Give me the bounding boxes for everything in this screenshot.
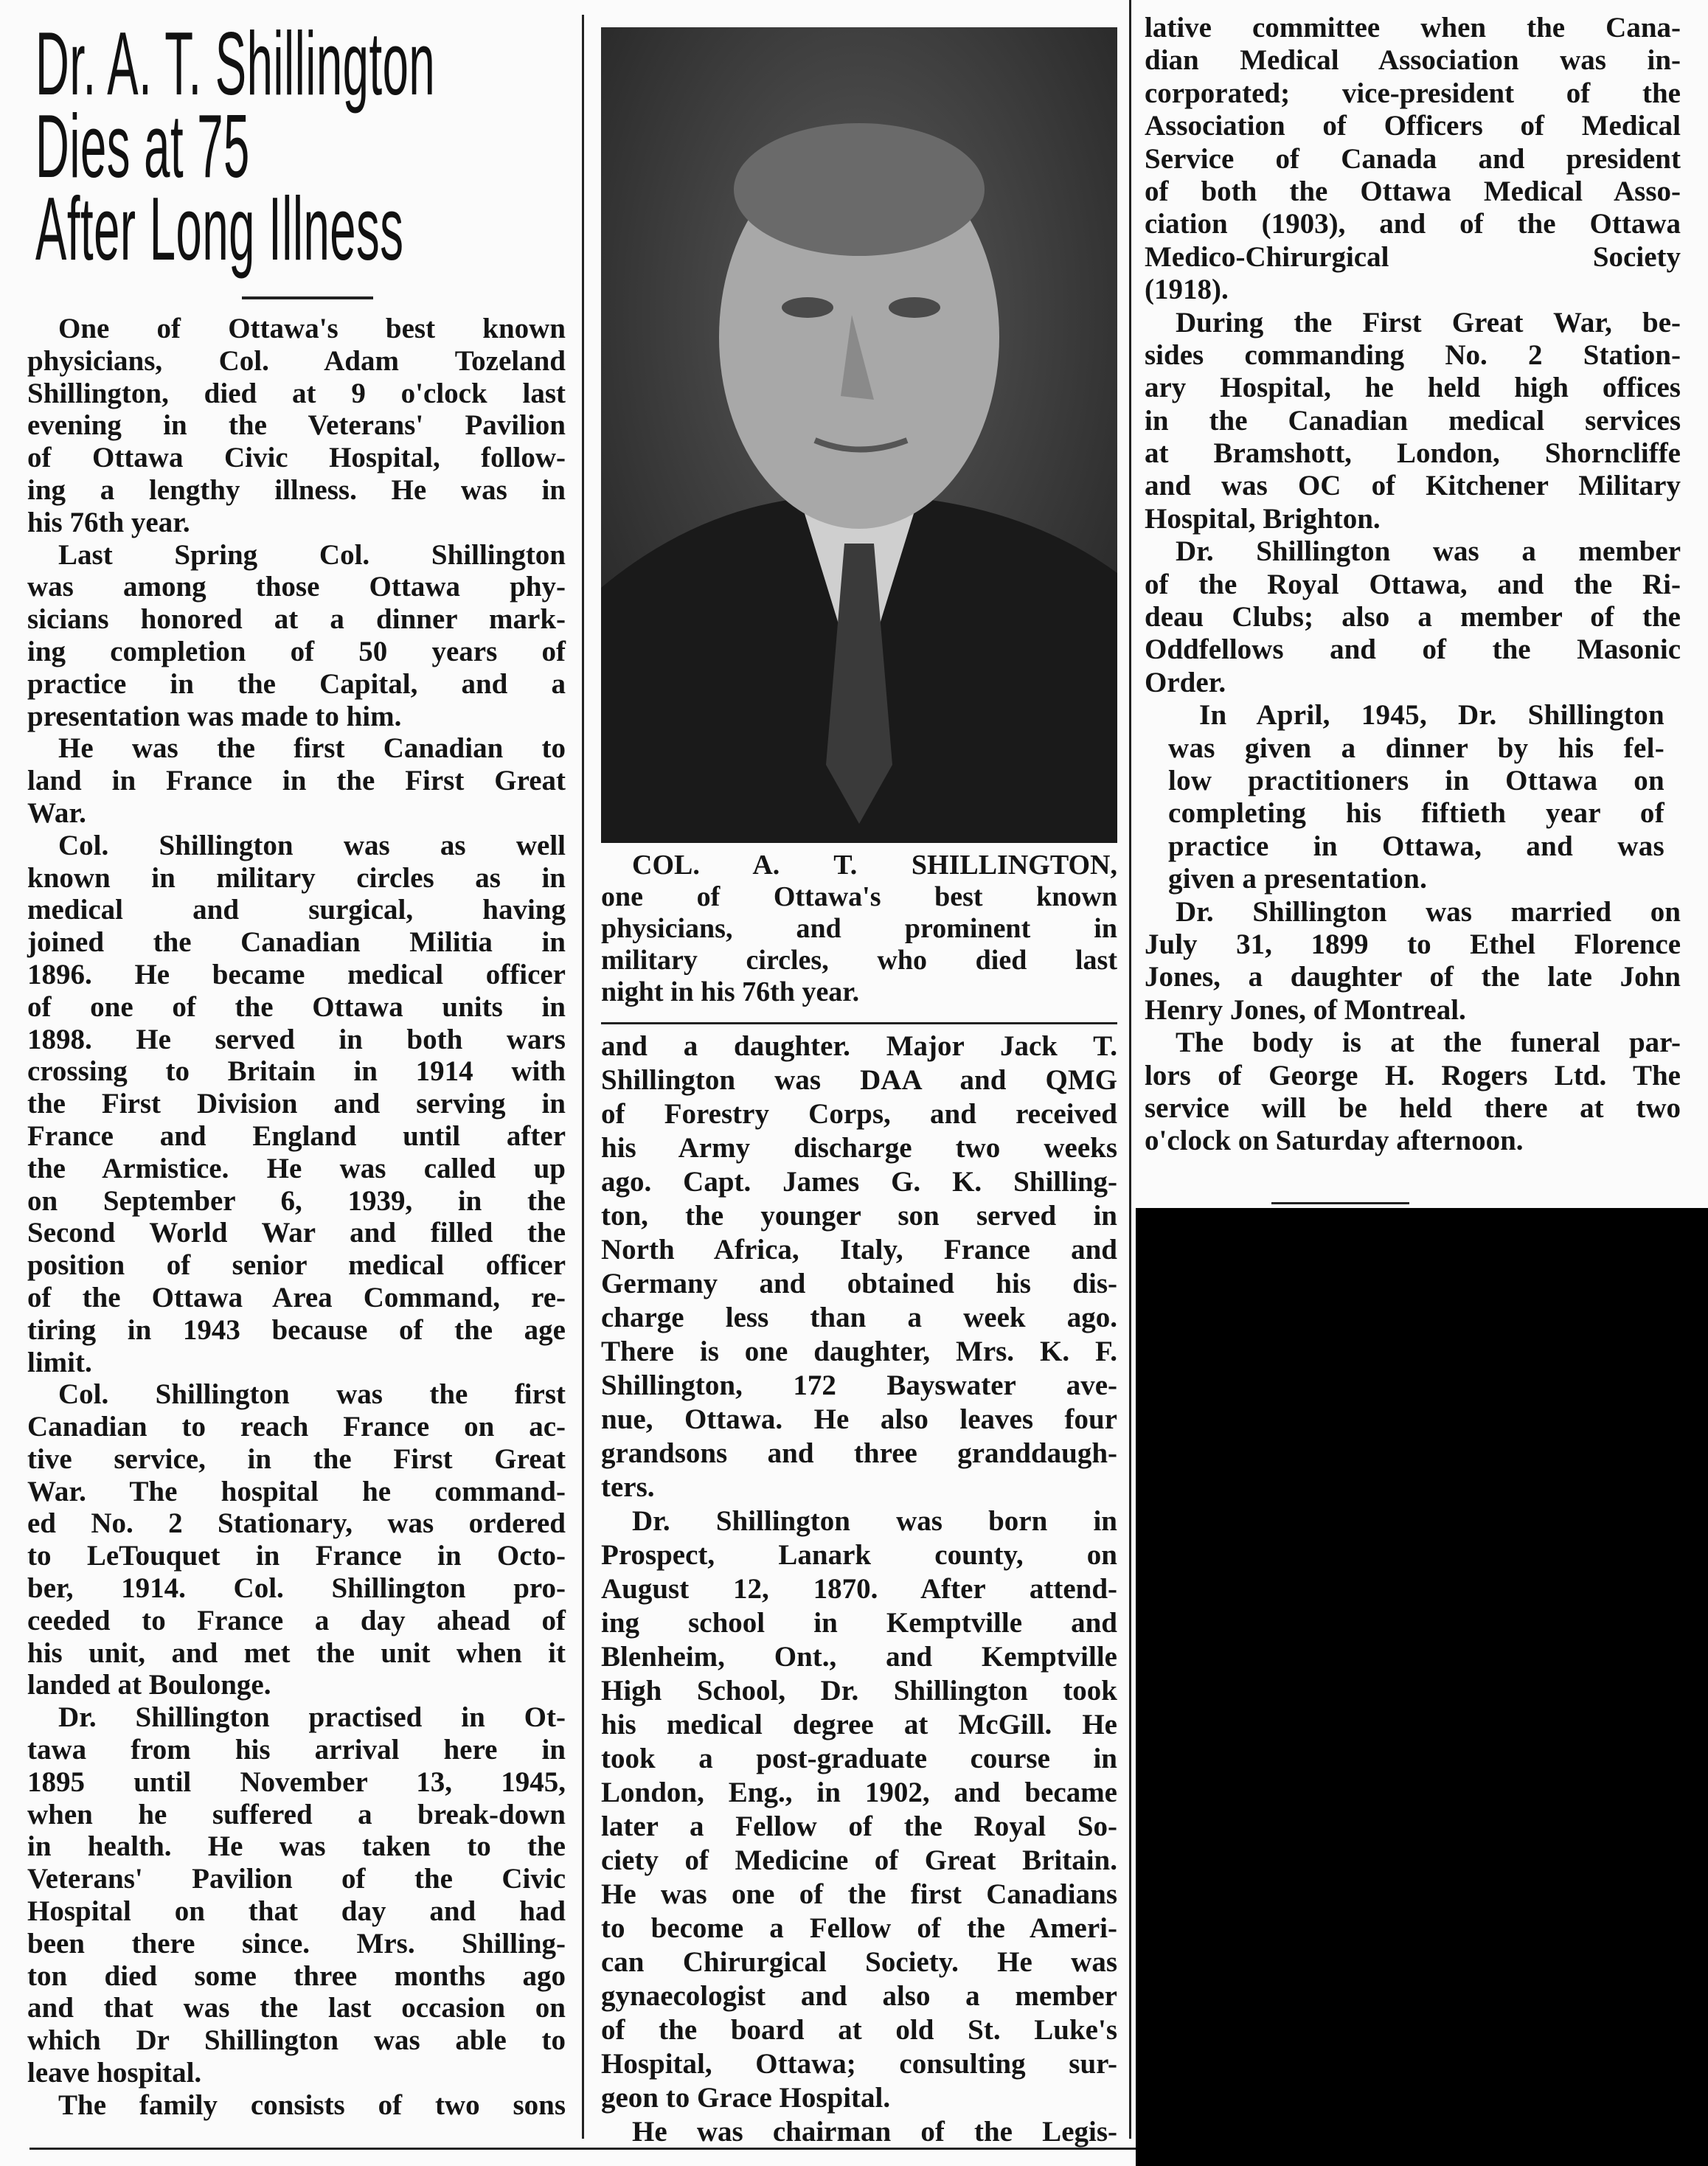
text-line: 1898. He served in both wars — [27, 1023, 566, 1055]
text-line: was given a dinner by his fel- — [1168, 732, 1664, 764]
text-line: He was chairman of the Legis- — [632, 2116, 1117, 2148]
text-line: Dr. Shillington was a member — [1176, 535, 1681, 568]
text-line: presentation was made to him. — [27, 700, 402, 732]
text-line: ing school in Kemptville and — [601, 1607, 1117, 1639]
text-line: lative committee when the Cana- — [1145, 12, 1681, 44]
text-line: his Army discharge two weeks — [601, 1132, 1117, 1164]
text-line: He was the first Canadian to — [58, 732, 566, 765]
text-line: his medical degree at McGill. He — [601, 1709, 1117, 1740]
text-line: was among those Ottawa phy- — [27, 571, 566, 603]
text-line: physicians, Col. Adam Tozeland — [27, 344, 566, 377]
text-line: military circles, who died last — [601, 945, 1117, 976]
text-line: known in military circles as in — [27, 861, 566, 894]
redacted-area — [1136, 1208, 1708, 2166]
text-line: of one of the Ottawa units in — [27, 990, 566, 1023]
text-line: took a post-graduate course in — [601, 1743, 1117, 1774]
text-line: service will be held there at two — [1145, 1091, 1681, 1124]
text-line: been there since. Mrs. Shilling- — [27, 1927, 566, 1960]
text-line: his 76th year. — [27, 506, 190, 538]
text-line: 1896. He became medical officer — [27, 958, 566, 990]
text-line: and a daughter. Major Jack T. — [601, 1030, 1117, 1062]
photo-caption — [601, 850, 1117, 1008]
text-line: Shillington, 172 Bayswater ave- — [601, 1370, 1117, 1401]
text-line: London, Eng., in 1902, and became — [601, 1777, 1117, 1808]
text-line: ciation (1903), and of the Ottawa — [1145, 208, 1681, 240]
text-line: Shillington, died at 9 o'clock last — [27, 377, 566, 409]
text-line: August 12, 1870. After attend- — [601, 1573, 1117, 1605]
text-line: Col. Shillington was the first — [58, 1378, 566, 1411]
text-line: July 31, 1899 to Ethel Florence — [1145, 928, 1681, 960]
text-line: medical and surgical, having — [27, 894, 566, 926]
text-line: tiring in 1943 because of the age — [27, 1313, 566, 1346]
text-line: tawa from his arrival here in — [27, 1734, 566, 1766]
text-line: Second World War and filled the — [27, 1217, 566, 1249]
text-line: one of Ottawa's best known — [601, 881, 1117, 912]
text-line: geon to Grace Hospital. — [601, 2082, 891, 2114]
text-line: in the Canadian medical services — [1145, 404, 1681, 437]
text-line: ing a lengthy illness. He was in — [27, 473, 566, 506]
text-line: limit. — [27, 1346, 92, 1378]
text-line: War. — [27, 796, 86, 829]
text-line: can Chirurgical Society. He was — [601, 1946, 1117, 1978]
text-line: ary Hospital, he held high offices — [1145, 372, 1681, 404]
text-line: night in his 76th year. — [601, 976, 860, 1007]
text-line: 1895 until November 13, 1945, — [27, 1766, 566, 1798]
text-line: Hospital, Ottawa; consulting sur- — [601, 2048, 1117, 2080]
text-line: the First Division and serving in — [27, 1088, 566, 1120]
text-line: grandsons and three granddaugh- — [601, 1437, 1117, 1469]
text-line: nue, Ottawa. He also leaves four — [601, 1403, 1117, 1435]
text-line: Henry Jones, of Montreal. — [1145, 993, 1466, 1026]
text-line: Service of Canada and president — [1145, 142, 1681, 175]
text-line: Shillington was DAA and QMG — [601, 1064, 1117, 1096]
text-line: completing his fiftieth year of — [1168, 797, 1664, 830]
text-line: One of Ottawa's best known — [58, 313, 566, 344]
text-line: Veterans' Pavilion of the Civic — [27, 1863, 566, 1895]
text-line: High School, Dr. Shillington took — [601, 1675, 1117, 1707]
text-line: Dr. Shillington was married on — [1176, 895, 1681, 928]
text-line: During the First Great War, be- — [1176, 306, 1681, 339]
text-line: ago. Capt. James G. K. Shilling- — [601, 1166, 1117, 1198]
text-line: at Bramshott, London, Shorncliffe — [1145, 437, 1681, 470]
end-divider — [1271, 1202, 1409, 1204]
text-line: land in France in the First Great — [27, 765, 566, 797]
portrait-image — [601, 27, 1117, 843]
text-line: Hospital on that day and had — [27, 1895, 566, 1928]
text-line: joined the Canadian Militia in — [27, 926, 566, 959]
text-line: Last Spring Col. Shillington — [58, 538, 566, 571]
text-line: to LeTouquet in France in Octo- — [27, 1540, 566, 1572]
text-line: sides commanding No. 2 Station- — [1145, 339, 1681, 371]
text-line: and was OC of Kitchener Military — [1145, 470, 1681, 502]
text-line: Hospital, Brighton. — [1145, 502, 1381, 535]
text-line: deau Clubs; also a member of the — [1145, 601, 1681, 634]
text-line: physicians, and prominent in — [601, 913, 1117, 944]
text-line: Medico-Chirurgical Society — [1145, 240, 1681, 273]
text-line: which Dr Shillington was able to — [27, 2024, 566, 2057]
text-line: ceeded to France a day ahead of — [27, 1604, 566, 1636]
text-line: Oddfellows and of the Masonic — [1145, 634, 1681, 666]
text-line: ciety of Medicine of Great Britain. — [601, 1844, 1117, 1876]
text-line: lors of George H. Rogers Ltd. The — [1145, 1059, 1681, 1091]
text-line: on September 6, 1939, in the — [27, 1184, 566, 1217]
headline-divider — [242, 296, 373, 299]
text-line: evening in the Veterans' Pavilion — [27, 409, 566, 442]
text-line: position of senior medical officer — [27, 1249, 566, 1282]
text-line: of the Royal Ottawa, and the Ri- — [1145, 568, 1681, 600]
text-line: charge less than a week ago. — [601, 1302, 1117, 1333]
text-line: his unit, and met the unit when it — [27, 1636, 566, 1669]
caption-divider — [601, 1022, 1117, 1024]
headline — [35, 13, 566, 279]
text-line: of Ottawa Civic Hospital, follow- — [27, 442, 566, 474]
text-line: ters. — [601, 1471, 655, 1503]
text-line: given a presentation. — [1168, 863, 1428, 895]
text-line: War. The hospital he command- — [27, 1475, 566, 1507]
text-line: ton, the younger son served in — [601, 1200, 1117, 1232]
article-column-1 — [27, 313, 566, 2122]
text-line: the Armistice. He was called up — [27, 1152, 566, 1184]
text-line: ing completion of 50 years of — [27, 635, 566, 667]
text-line: of the board at old St. Luke's — [601, 2014, 1117, 2046]
text-line: to become a Fellow of the Ameri- — [601, 1912, 1117, 1944]
text-line: Germany and obtained his dis- — [601, 1268, 1117, 1299]
text-line: crossing to Britain in 1914 with — [27, 1055, 566, 1088]
text-line: Jones, a daughter of the late John — [1145, 961, 1681, 993]
text-line: ber, 1914. Col. Shillington pro- — [27, 1572, 566, 1605]
text-line: sicians honored at a dinner mark- — [27, 603, 566, 636]
text-line: of Forestry Corps, and received — [601, 1098, 1117, 1130]
text-line: Order. — [1145, 666, 1226, 698]
text-line: Dr. Shillington was born in — [632, 1505, 1117, 1537]
text-line: North Africa, Italy, France and — [601, 1234, 1117, 1266]
text-line: Canadian to reach France on ac- — [27, 1411, 566, 1443]
column-divider — [1129, 0, 1131, 2139]
text-line: In April, 1945, Dr. Shillington — [1199, 699, 1664, 732]
text-line: (1918). — [1145, 274, 1229, 306]
text-line: ton died some three months ago — [27, 1960, 566, 1992]
portrait-photo — [601, 27, 1117, 843]
text-line: Col. Shillington was as well — [58, 829, 566, 861]
text-line: leave hospital. — [27, 2057, 202, 2089]
text-line: and that was the last occasion on — [27, 1992, 566, 2024]
text-line: France and England until after — [27, 1120, 566, 1152]
text-line: practice in the Capital, and a — [27, 667, 566, 700]
text-line: o'clock on Saturday afternoon. — [1145, 1125, 1524, 1157]
text-line: dian Medical Association was in- — [1145, 44, 1681, 77]
text-line: ed No. 2 Stationary, was ordered — [27, 1507, 566, 1540]
text-line: Prospect, Lanark county, on — [601, 1539, 1117, 1571]
text-line: There is one daughter, Mrs. K. F. — [601, 1336, 1117, 1367]
text-line: Association of Officers of Medical — [1145, 110, 1681, 142]
text-line: He was one of the first Canadians — [601, 1878, 1117, 1910]
text-line: later a Fellow of the Royal So- — [601, 1811, 1117, 1842]
article-column-2 — [601, 1030, 1117, 2149]
headline-line: Dies at 75 — [35, 96, 250, 196]
text-line: Dr. Shillington practised in Ot- — [58, 1701, 566, 1734]
article-column-3 — [1145, 12, 1681, 1158]
text-line: gynaecologist and also a member — [601, 1980, 1117, 2012]
column-divider — [582, 15, 584, 2139]
text-line: of both the Ottawa Medical Asso- — [1145, 175, 1681, 207]
text-line: when he suffered a break-down — [27, 1798, 566, 1830]
text-line: tive service, in the First Great — [27, 1443, 566, 1475]
text-line: landed at Boulonge. — [27, 1669, 271, 1701]
text-line: The body is at the funeral par- — [1176, 1027, 1681, 1059]
text-line: in health. He was taken to the — [27, 1830, 566, 1863]
text-line: of the Ottawa Area Command, re- — [27, 1281, 566, 1313]
text-line: Blenheim, Ont., and Kemptville — [601, 1641, 1117, 1673]
headline-line: After Long Illness — [35, 178, 404, 279]
text-line: practice in Ottawa, and was — [1168, 830, 1664, 862]
text-line: COL. A. T. SHILLINGTON, — [632, 850, 1117, 881]
text-line: corporated; vice-president of the — [1145, 77, 1681, 109]
text-line: The family consists of two sons — [58, 2089, 566, 2121]
text-line: low practitioners in Ottawa on — [1168, 764, 1664, 796]
headline-line: Dr. A. T. Shillington — [35, 13, 436, 114]
